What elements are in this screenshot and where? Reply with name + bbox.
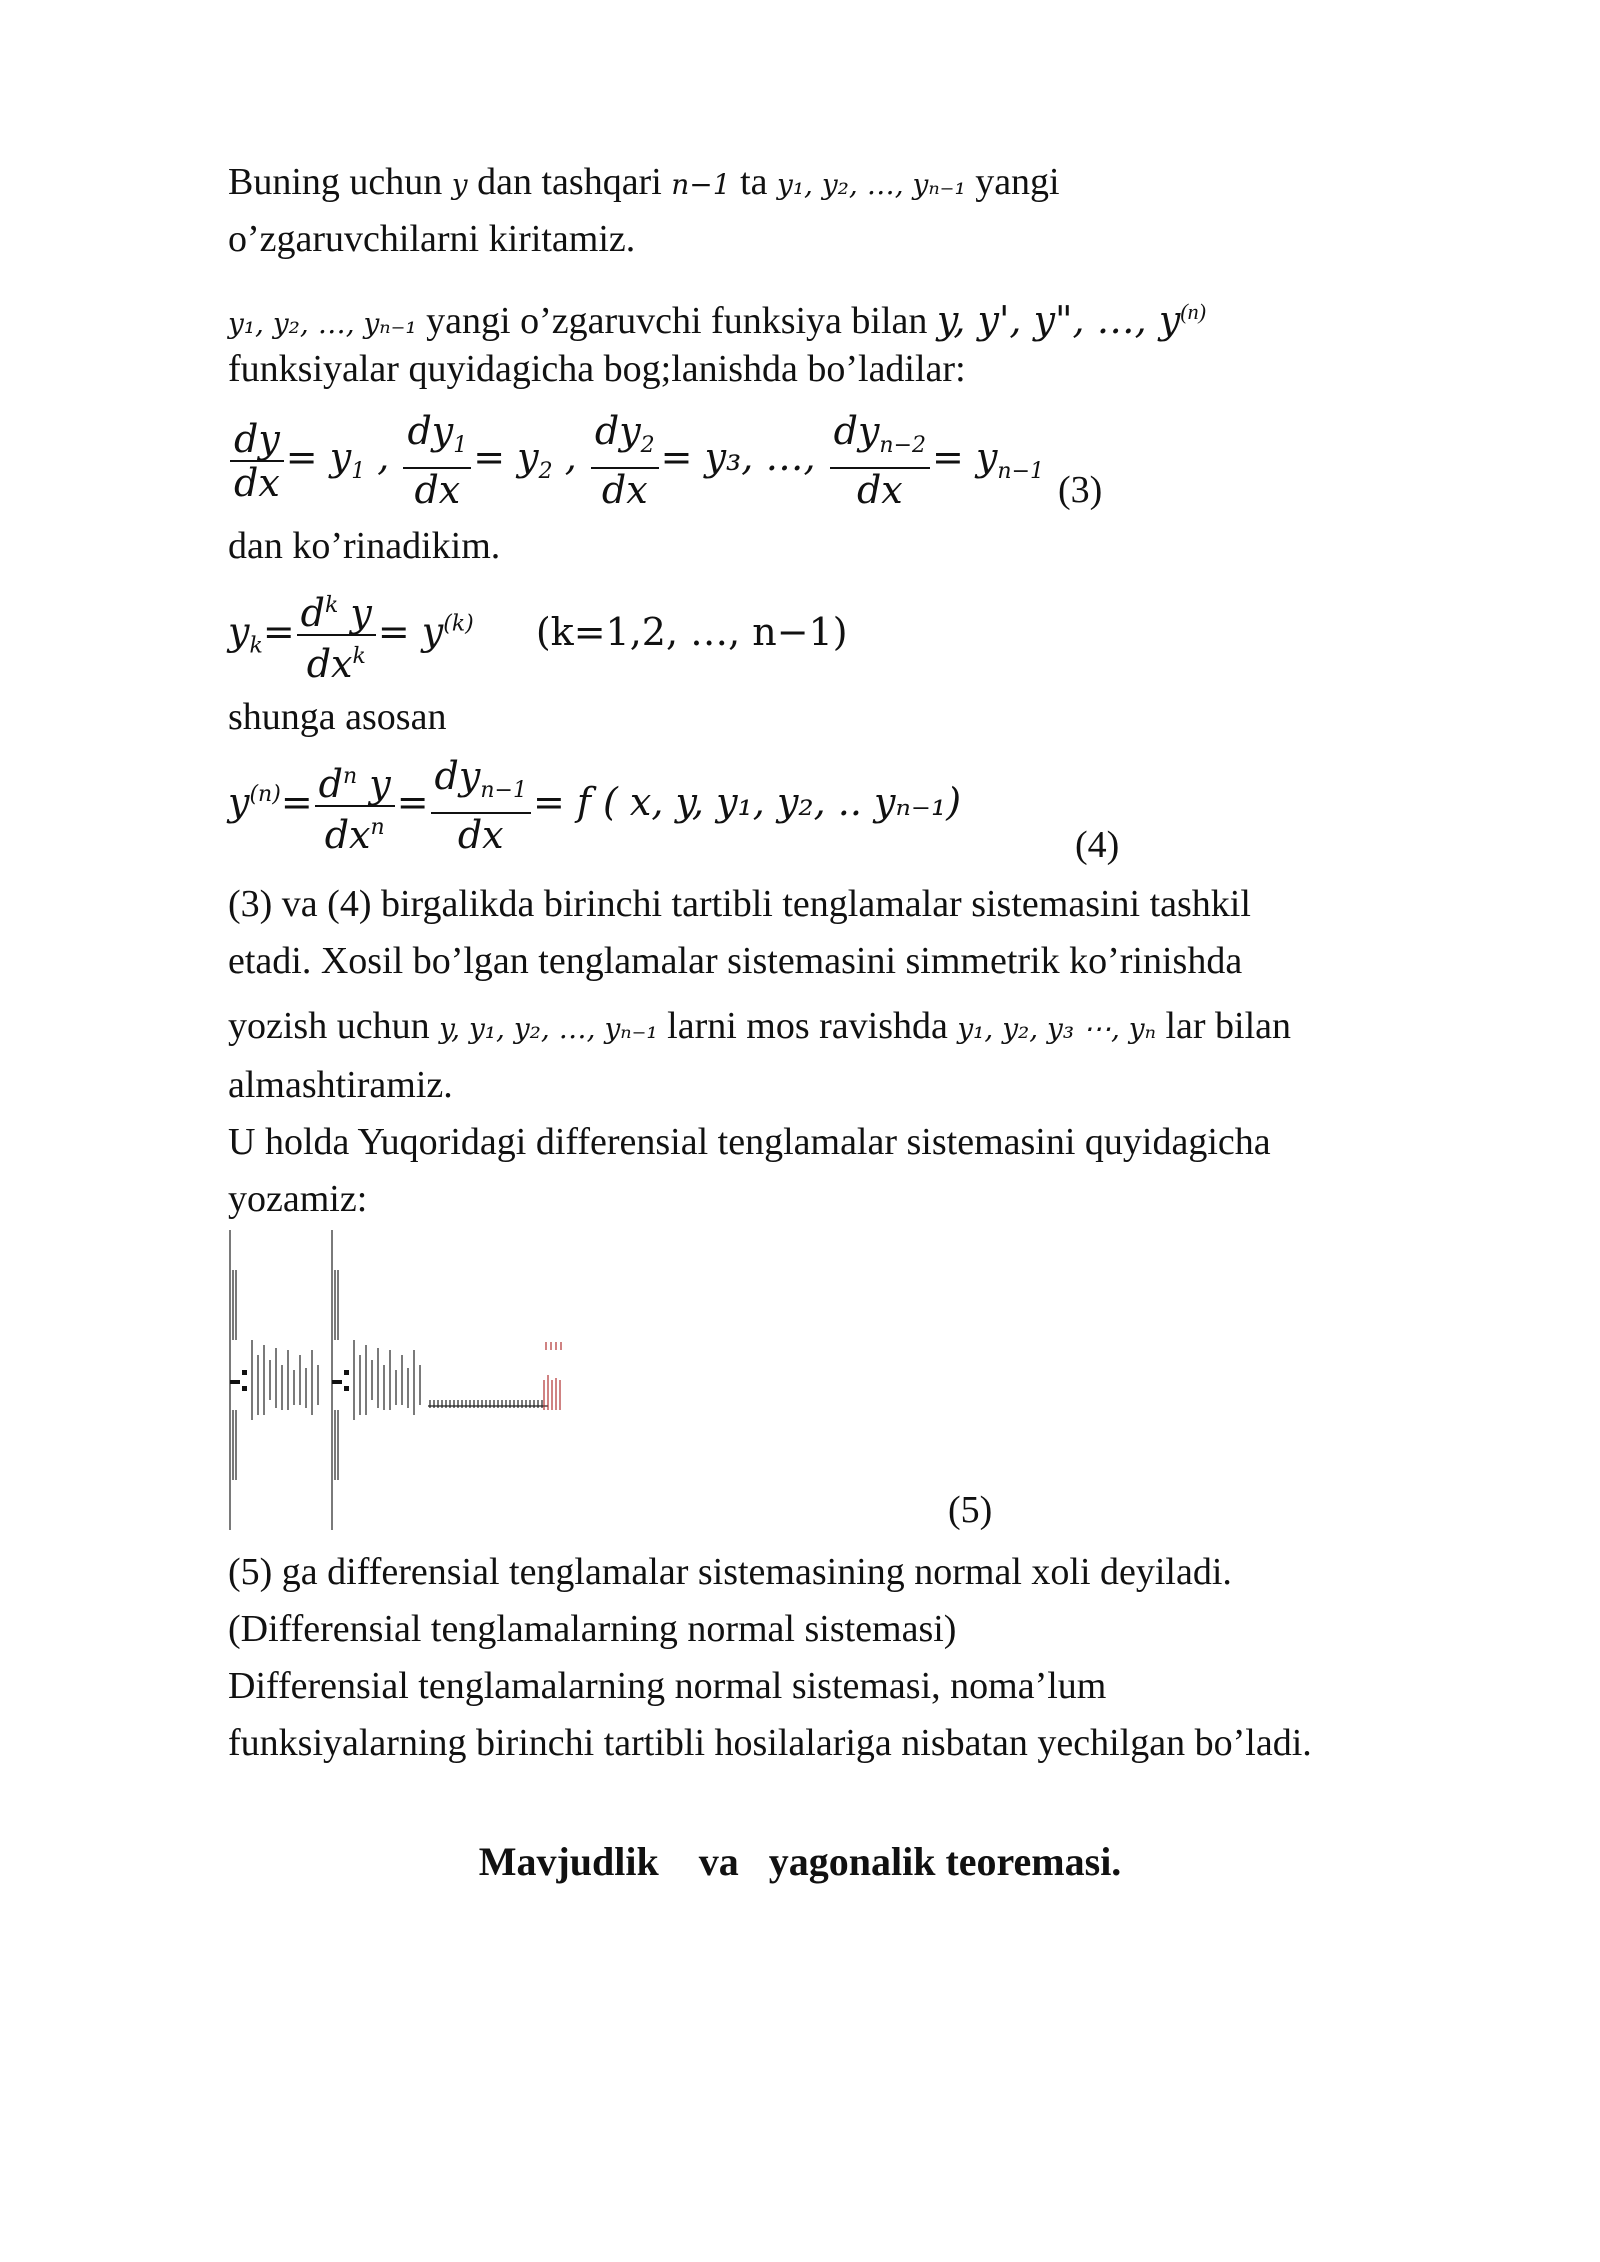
- paragraph-line-11: U holda Yuqoridagi differensial tenglamalar sistemasini quyidagicha: [228, 1121, 1271, 1163]
- fraction: $\frac{dy_{n-2}}{dx}$: [830, 410, 930, 511]
- paragraph-line-3: [228, 288, 1206, 348]
- math-derivs-sup: (n): [1180, 299, 1206, 324]
- paragraph-line-4: funksiyalar quyidagicha bog;lanishda bo’ladilar:: [228, 348, 966, 390]
- paragraph-line-16: funksiyalarning birinchi tartibli hosilalariga nisbatan yechilgan bo’ladi.: [228, 1722, 1312, 1764]
- fraction: $\frac{dy_2}{dx}$: [591, 410, 659, 511]
- paragraph-line-15: Differensial tenglamalarning normal sistemasi, noma’lum: [228, 1665, 1107, 1707]
- paragraph-line-13: (5) ga differensial tenglamalar sistemasining normal xoli deyiladi.: [228, 1551, 1232, 1593]
- equation-4: $y^{(n)}=$ $\frac{d^n y}{dx^n}$ = $\frac{dy_{n-1}}{dx}$ = f ( x, y, y₁, y₂, .. yₙ₋₁): [228, 754, 962, 857]
- math-k-range: (k=1,2, …, n−1): [535, 609, 848, 654]
- text: larni mos ravishda: [667, 1005, 948, 1047]
- paragraph-line-6: shunga asosan: [228, 696, 447, 738]
- text: yangi: [975, 161, 1060, 203]
- math-list-a: y, y₁, y₂, …, yₙ₋₁: [439, 1012, 658, 1045]
- math-ys-list: y₁, y₂, …, yₙ₋₁: [777, 168, 966, 201]
- math-n-minus-1: n−1: [671, 168, 731, 201]
- equation-number-3: (3): [1058, 469, 1103, 511]
- fraction: $\frac{d^k y}{dx^k}$: [297, 585, 376, 685]
- fraction: $\frac{dy_1}{dx}$: [403, 410, 471, 511]
- math-eq4-rhs: = f ( x, y, y₁, y₂, .. yₙ₋₁): [532, 780, 962, 824]
- equation-number-4: (4): [1075, 824, 1120, 866]
- text: lar bilan: [1165, 1005, 1292, 1047]
- fraction: $\frac{dy_{n-1}}{dx}$: [431, 755, 531, 856]
- fraction: $\frac{dy}{dx}$: [230, 418, 284, 504]
- paragraph-line-7: (3) va (4) birgalikda birinchi tartibli tenglamalar sistemasini tashkil: [228, 883, 1251, 925]
- text: yangi o’zgaruvchi funksiya bilan: [426, 300, 928, 342]
- paragraph-line-5: dan ko’rinadikim.: [228, 525, 501, 567]
- equation-system-5-graphic: [228, 1230, 588, 1530]
- paragraph-line-14: (Differensial tenglamalarning normal sistemasi): [228, 1608, 957, 1650]
- equation-yk: $y_k=$ $\frac{d^k y}{dx^k}$ = $y^{(k)}$ (k=1,2, …, n−1): [228, 585, 848, 685]
- math-derivs-list: y, y', y", …, y: [936, 298, 1181, 342]
- text: yozish uchun: [228, 1005, 430, 1047]
- equation-3: $\frac{dy}{dx}$ = $y_1$ , $\frac{dy_1}{dx}$ = $y_2$ , $\frac{dy_2}{dx}$ = y₃, …, $\frac{dy_{n-2}}{dx}$ = $y_{n-1}$: [228, 410, 1044, 511]
- paragraph-line-12: yozamiz:: [228, 1178, 368, 1220]
- paragraph-line-1: [228, 158, 1060, 209]
- equation-number-5: (5): [948, 1489, 993, 1531]
- paragraph-line-9: [228, 1002, 1291, 1053]
- paragraph-line-8: etadi. Xosil bo’lgan tenglamalar sistemasini simmetrik ko’rinishda: [228, 940, 1243, 982]
- math-ys-list: y₁, y₂, …, yₙ₋₁: [228, 307, 417, 340]
- text: Buning uchun: [228, 161, 443, 203]
- text: ta: [740, 161, 768, 203]
- text: dan tashqari: [477, 161, 662, 203]
- math-y: y: [451, 168, 468, 201]
- math-eq3-tail: = y₃, …,: [660, 435, 816, 479]
- paragraph-line-2: o’zgaruvchilarni kiritamiz.: [228, 218, 636, 260]
- paragraph-line-10: almashtiramiz.: [228, 1064, 453, 1106]
- section-heading: Mavjudlik va yagonalik teoremasi.: [478, 1839, 1122, 1884]
- fraction: $\frac{d^n y}{dx^n}$: [315, 756, 395, 856]
- math-list-b: y₁, y₂, y₃ ⋯, yₙ: [957, 1012, 1156, 1045]
